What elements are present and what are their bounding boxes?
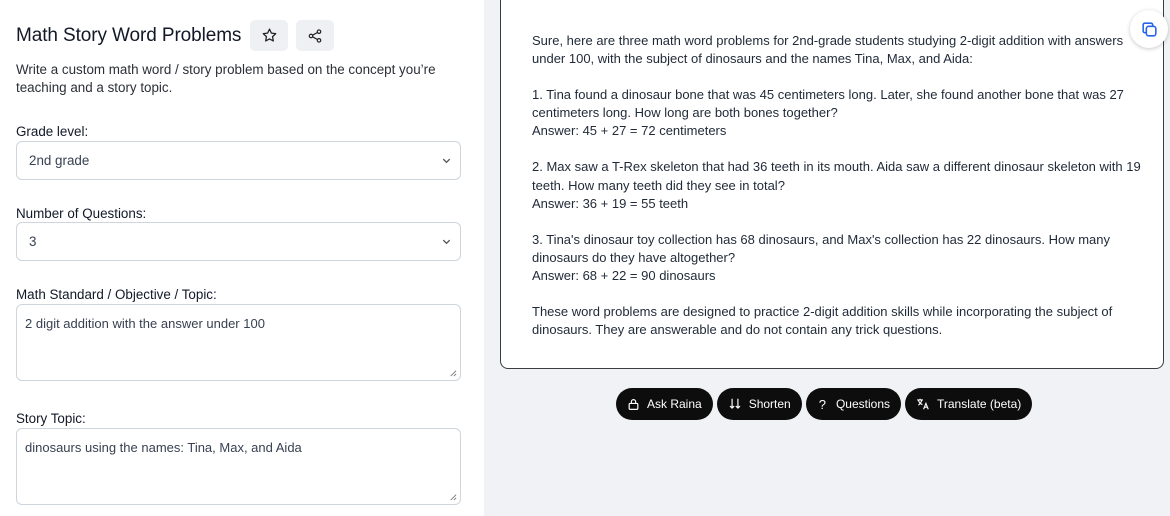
resize-grip-icon[interactable]	[448, 492, 457, 501]
translate-button[interactable]	[905, 388, 1032, 420]
questions-label: Questions	[835, 397, 890, 411]
shorten-label: Shorten	[748, 397, 791, 411]
grade-value: 2nd grade	[29, 153, 90, 168]
share-button[interactable]	[296, 20, 334, 51]
output-card	[500, 0, 1164, 369]
resize-grip-icon[interactable]	[448, 368, 457, 377]
tool-header	[16, 20, 334, 51]
num-questions-select[interactable]	[16, 222, 461, 261]
question-mark-icon: ?	[818, 396, 826, 412]
lock-icon	[627, 398, 640, 411]
action-toolbar	[616, 388, 1032, 420]
num-questions-value: 3	[29, 234, 37, 249]
standard-label: Math Standard / Objective / Topic:	[16, 287, 217, 302]
output-problem-3: 3. Tina's dinosaur toy collection has 68 dinosaurs, and Max's collection has 22 dinosaurs. How many dinosaurs do they have altogether? Answer: 68 + 22 = 90 dinosaurs	[532, 231, 1110, 283]
tool-description: Write a custom math word / story problem based on the concept you’re teaching and a story topic.	[16, 62, 436, 95]
output-intro: Sure, here are three math word problems for 2nd-grade students studying 2-digit addition with answers under 100, with the subject of dinosaurs and the names Tina, Max, and Aida:	[532, 33, 1124, 67]
questions-button[interactable]	[806, 388, 901, 420]
output-summary: These word problems are designed to practice 2-digit addition skills while incorporating the subject of dinosaurs. They are answerable and do not contain any trick questions.	[532, 304, 1113, 338]
form-panel	[0, 0, 484, 516]
ask-raina-button[interactable]	[616, 388, 713, 420]
output-problem-1: 1. Tina found a dinosaur bone that was 45 centimeters long. Later, she found another bone that was 27 centimeters long. How long are both bones together? Answer: 45 + 27 = 72 centimeters	[532, 87, 1124, 139]
grade-select[interactable]	[16, 141, 461, 180]
chevron-down-icon	[441, 236, 452, 247]
story-textarea[interactable]	[16, 428, 461, 505]
ask-raina-label: Ask Raina	[647, 397, 702, 411]
story-value: dinosaurs using the names: Tina, Max, and Aida	[25, 440, 302, 455]
copy-icon	[1140, 20, 1159, 39]
translate-label: Translate (beta)	[937, 397, 1022, 411]
share-icon	[307, 28, 323, 44]
output-problem-2: 2. Max saw a T-Rex skeleton that had 36 teeth in its mouth. Aida saw a different dinosaur skeleton with 19 teeth. How many teeth did they see in total? Answer: 36 + 19 = 55 teeth	[532, 159, 1141, 211]
translate-icon	[916, 397, 930, 411]
star-icon	[261, 27, 278, 44]
story-label: Story Topic:	[16, 411, 86, 426]
chevron-down-icon	[441, 155, 452, 166]
shorten-button[interactable]	[717, 388, 802, 420]
standard-value: 2 digit addition with the answer under 100	[25, 316, 265, 331]
copy-button[interactable]	[1130, 10, 1168, 48]
favorite-button[interactable]	[250, 20, 288, 51]
standard-textarea[interactable]	[16, 304, 461, 381]
page-title: Math Story Word Problems	[16, 24, 242, 46]
grade-label: Grade level:	[16, 124, 89, 139]
shorten-arrows-icon	[728, 397, 742, 411]
num-questions-label: Number of Questions:	[16, 206, 147, 221]
